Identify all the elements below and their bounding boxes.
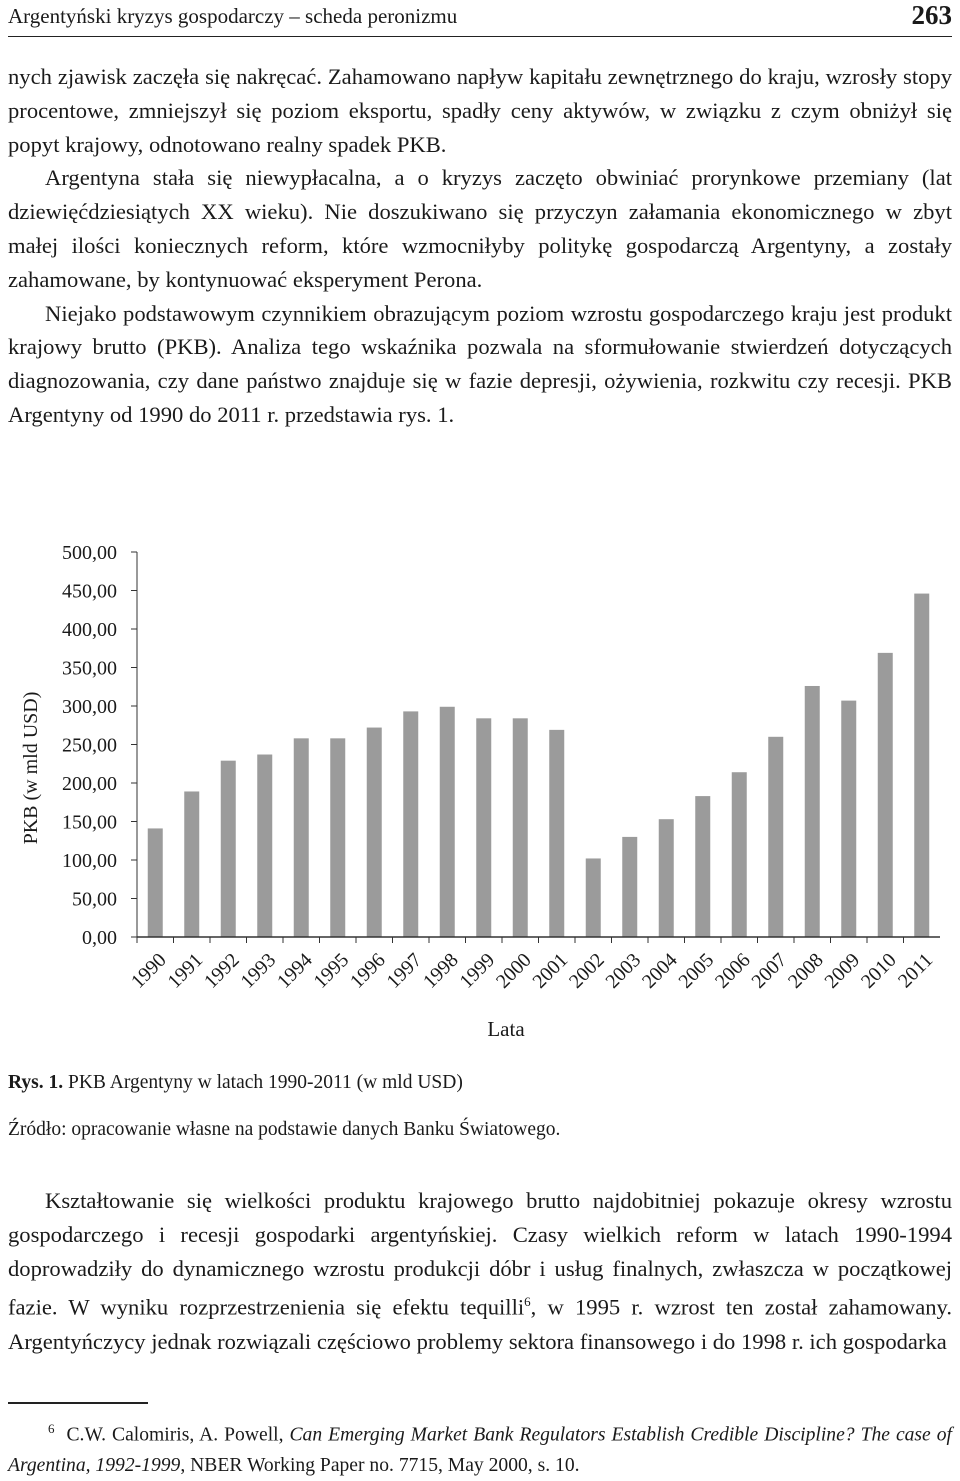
paragraph-text: , w 1995 r. wzrost ten został zahamowany. Argentyńczycy jednak rozwiązali częściowo problemy sektora finansowego i do 1998 r. ich gospodarka [8,1294,952,1354]
y-tick-label: 400,00 [62,619,117,641]
bar [330,738,345,937]
body-text-top [8,60,952,432]
bars [148,594,930,937]
bar [513,718,528,937]
x-tick-label: 1996 [345,948,390,993]
x-tick-label: 2010 [856,948,901,993]
figure-caption [8,1072,463,1094]
bar [257,755,272,937]
bar [695,796,710,937]
footnote-ref[interactable]: 6 [524,1294,531,1310]
x-tick-label: 2009 [820,948,865,993]
x-tick-label: 1990 [126,948,171,993]
gdp-bar-chart [0,530,960,1060]
figure-caption-text: PKB Argentyny w latach 1990-2011 (w mld USD) [68,1072,463,1093]
bar [805,686,820,937]
paragraph [8,1184,952,1359]
running-title: Argentyński kryzys gospodarczy – scheda peronizmu [8,4,458,28]
x-tick-label: 1999 [455,948,500,993]
x-tick-label: 1994 [272,948,317,993]
footnote-number: 6 [48,1421,55,1436]
y-tick-label: 0,00 [82,927,117,949]
x-axis-label: Lata [487,1017,525,1041]
bar [148,828,163,937]
footnote-title: Can Emerging Market Bank Regulators Establish Credible Discipline? The case of Argentina, 1992-1999 [8,1424,952,1476]
footnote-authors: C.W. Calomiris, A. Powell, [66,1424,290,1446]
figure-caption-label: Rys. 1. [8,1072,64,1093]
x-tick-label: 2006 [710,948,755,993]
x-axis-ticks [127,937,937,993]
x-tick-label: 2011 [893,948,938,993]
figure-source: Źródło: opracowanie własne na podstawie danych Banku Światowego. [8,1119,561,1140]
bar [659,819,674,937]
bar [367,728,382,937]
x-tick-label: 2003 [601,948,646,993]
paragraph: nych zjawisk zaczęła się nakręcać. Zahamowano napływ kapitału zewnętrznego do kraju, wzrosły stopy procentowe, zmniejszył się poziom eksportu, spadły ceny aktywów, w związku z czym obniżył się popyt krajowy, odnotowano realny spadek PKB. [8,64,952,157]
x-tick-label: 1991 [163,948,208,993]
bar [586,858,601,937]
y-tick-label: 500,00 [62,542,117,564]
x-tick-label: 1992 [199,948,244,993]
bar [878,653,893,937]
body-text-bottom [8,1184,952,1359]
paragraph: Argentyna stała się niewypłacalna, a o kryzys zaczęto obwiniać prorynkowe przemiany (lat dziewięćdziesiątych XX wieku). Nie doszukiwano się przyczyn załamania ekonomicznego w zbyt małej ilości koniecznych reform, które wzmocniłyby politykę gospodarczą Argentyny, a zostały zahamowane, by kontynuować eksperyment Perona. [8,165,952,292]
x-tick-label: 2004 [637,948,682,993]
x-tick-label: 1995 [309,948,354,993]
paragraph-text: Kształtowanie się wielkości produktu krajowego brutto najdobitniej pokazuje okresy wzrostu gospodarczego i recesji gospodarki argentyńskiej. Czasy wielkich reform w latach 1990-1994 doprowadziły do dynamicznego wzrostu produkcji dóbr i usług finalnych, zwłaszcza w początkowej fazie. W wyniku rozprzestrzenienia się efektu tequilli [8,1188,952,1320]
y-axis-ticks [62,542,137,949]
y-tick-label: 250,00 [62,734,117,757]
y-tick-label: 150,00 [62,811,117,834]
x-tick-label: 2005 [674,948,719,993]
y-axis-label: PKB (w mld USD) [20,691,42,845]
page-header [8,0,952,37]
x-tick-label: 2000 [491,948,536,993]
y-tick-label: 200,00 [62,773,117,795]
x-tick-label: 1998 [418,948,463,993]
page-number: 263 [911,0,952,30]
bar [294,738,309,937]
bar [549,730,564,937]
y-tick-label: 350,00 [62,657,117,680]
footnote [8,1414,952,1481]
bar [476,718,491,937]
bar [440,707,455,937]
footnote-divider [8,1402,148,1404]
bar [768,737,783,937]
bar [221,761,236,937]
y-tick-label: 100,00 [62,850,117,872]
x-tick-label: 2008 [783,948,828,993]
y-tick-label: 450,00 [62,580,117,603]
bar [914,594,929,937]
x-tick-label: 1997 [382,948,427,993]
bar [622,837,637,937]
bar [184,791,199,937]
y-tick-label: 300,00 [62,696,117,718]
bar [732,772,747,937]
paragraph: Niejako podstawowym czynnikiem obrazującym poziom wzrostu gospodarczego kraju jest produkt krajowy brutto (PKB). Analiza tego wskaźnika pozwala na sformułowanie stwierdzeń dotyczących diagnozowania, czy dane państwo znajduje się w fazie depresji, ożywienia, rozkwitu czy recesji. PKB Argentyny od 1990 do 2011 r. przedstawia rys. 1. [8,300,952,427]
footnote-rest: , NBER Working Paper no. 7715, May 2000, s. 10. [180,1454,580,1476]
bar [403,711,418,937]
x-tick-label: 2007 [747,948,792,993]
x-tick-label: 1993 [236,948,281,993]
x-tick-label: 2001 [528,948,573,993]
bar [841,701,856,937]
x-tick-label: 2002 [564,948,609,993]
y-tick-label: 50,00 [72,888,117,911]
